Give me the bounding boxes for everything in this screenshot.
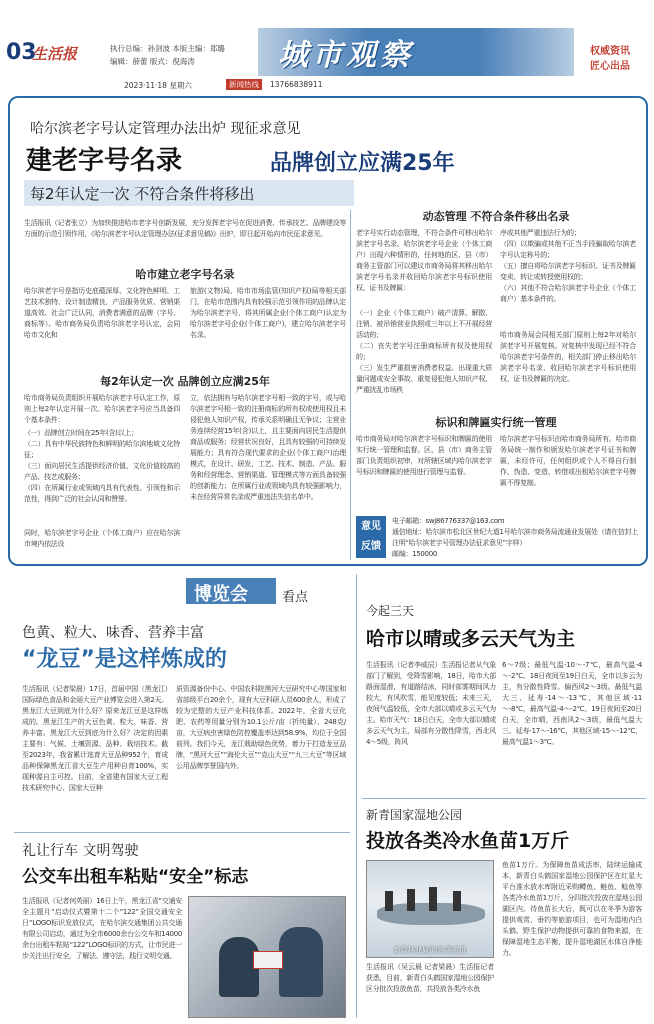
condition-item: （三）面向居民生活提供经济价值、文化价值较高的产品、技艺或服务； — [24, 462, 180, 481]
condition-item: （一）品牌创立时间在25年(含)以上； — [24, 429, 138, 437]
condition-item: （二）具有中华民族特色和鲜明的哈尔滨地域文化特征； — [24, 440, 180, 459]
feedback-email: 电子邮箱：swj86776337@163.com — [392, 517, 505, 525]
subhead-2: 每2年认定一次 品牌创立应满25年 — [100, 375, 270, 388]
expo-text-a: 生活报讯（记者梁晨）17日，首届中国（黑龙江）国际绿色食品和金丽大豆产业博览会进入第2天。黑龙江大豆到底为什么好？原来龙江豆是这样炼成的。黑龙江生产的大豆色黄、粒大、味香、营养丰富。黑龙江大豆到底为什么好？决定的因素主要有：气候、土壤资源、品种、栽培技术。截至2023年，我省累计选育大豆品种952个，育成品种保障黑龙江省大豆生产用种自育100%，实现种源自主可控。目前，全省建有国家大豆工程技术研究中心、国家大豆种 — [22, 685, 168, 792]
remove-item: （五）擅自将哈尔滨老字号标识、证书及牌匾变卖、转让或转授使用权的； — [500, 262, 636, 281]
weather-text-a: 生活报讯（记者李威辰）生活报记者从气象部门了解到，受降雪影响，18日，哈市大部路面湿滑，有道路结冰，同时部雾期间风力较大，有风吹雪，能见度较低；未来三天，夜间气温较低，全市大部以晴或多云天气为主。哈市天气：18日白天，全市大部以晴或多云天气为主，局部有分散性降雪，西北风4～5级，阵风 — [366, 661, 496, 746]
traffic-photo — [188, 896, 346, 1018]
expo-headline: “龙豆”是这样炼成的 — [22, 647, 227, 672]
feedback-zip: 邮编：150000 — [392, 550, 438, 558]
h-divider-right — [362, 798, 646, 799]
page-number: 03 — [6, 40, 37, 65]
subhead-4: 标识和牌匾实行统一管理 — [435, 416, 557, 429]
remove-item: （一）企业（个体工商户）破产清算、解散、注销、被吊销营业执照或三年以上不开展经营活动的； — [356, 309, 492, 339]
sub4-text-a: 哈市商务局对哈尔滨老字号标识和牌匾的使用实行统一管理和监督。区、县（市）商务主管部门负责组织初审，对所辖区域内哈尔滨老字号标识和牌匾的使用进行管理与监督。 — [356, 435, 492, 476]
feedback-tag-line-2: 反馈 — [361, 541, 381, 552]
h-divider — [14, 832, 350, 833]
editor-line-1: 执行总编：孙剑波 本版主编：郑璐 — [110, 44, 225, 53]
slogan-1: 权威资讯 — [590, 46, 630, 57]
main-story-deck: 每2年认定一次 不符合条件将移出 — [30, 185, 255, 203]
remove-list-a — [356, 308, 492, 396]
column-divider — [350, 210, 351, 560]
feedback-tag — [356, 516, 386, 558]
hotline-number: 13766838911 — [270, 80, 323, 89]
sub2-text-a: 哈市商务局负责组织开展哈尔滨老字号认定工作，原则上每2年认定开展一次。哈尔滨老字号应当具备四个基本条件： — [24, 394, 180, 424]
sub4-text-b: 哈尔滨老字号标识由哈市商务局所有。哈市商务局统一制作和颁发哈尔滨老字号证书和牌匾，未经许可，任何组织或个人不得自行制作、伪造、变造、转借或出租哈尔滨老字号牌匾不得复制。 — [500, 435, 636, 487]
condition-item: （四）在所属行业或领域内具有代表性、引领性和示范性，得到广泛的社会认同和赞誉。 — [24, 484, 180, 503]
subhead-3: 动态管理 不符合条件移出名录 — [422, 210, 570, 223]
expo-text-b: 质资源备份中心、中国农科院黑河大豆研究中心等国家和省部级平台20余个，现有大豆科研人员600余人，形成了较为完整的大豆产业科技体系。2022年，全省大豆化肥、农药等用量分别为10.1公斤/亩（折纯量）、248克/亩，大豆病虫害绿色防控覆盖率达到58.9%，均位于全国前列。我们今天，龙江栽助绿色优势，着力于打造龙豆品牌，“黑河大豆”“海伦大豆”“克山大豆”“九三大豆”等区域公用品牌享誉国内外。 — [176, 685, 346, 770]
section-title: 城市观察 — [278, 38, 414, 73]
sub1-text-b: 旅游(文物)局、哈市市场监管(知识产权)局等相关部门，在哈市范围内具有较强示范引领作用的品牌认定为哈尔滨老字号，将其所属企业(个体工商户)认定为哈尔滨老字号企业(个体工商户)，建立哈尔滨老字号名录。 — [190, 287, 346, 339]
fish-headline: 投放各类冷水鱼苗1万斤 — [366, 830, 570, 852]
expo-kicker: 色黄、粒大、味香、营养丰富 — [22, 625, 204, 641]
fish-text-a: 鱼苗1万斤。为保障鱼苗成活率，陆续运输成本，新青白头鹤国家湿地公园保护区在红星大平台准水放水库附近采购鳟鱼、鲢鱼、鲶鱼等各类冷水鱼苗1万斤，分四批次投放在湿地公园湖区内。待鱼苗长大后，既可以在冬季为游客提供观赏、垂钓等旅游项目，也可为湿地内白头鹤、野生保护动物提供可靠的食物来源，在保障湿地生态平衡，提升湿地湖区水体自净能力。 — [502, 861, 642, 957]
hotline-label: 新闻热线 — [226, 79, 262, 90]
fish-text-b: 生活报讯（吴云晨 记者梁晨）生活报记者获悉，目前，新青白头鹤国家湿地公园保护区分批次投放鱼苗，共投放各类冷水鱼 — [366, 963, 494, 993]
main-story-kicker: 哈尔滨老字号认定管理办法出炉 现征求意见 — [30, 121, 301, 137]
remove-list-b — [500, 228, 636, 305]
traffic-headline: 公交车出租车粘贴“安全”标志 — [22, 867, 249, 887]
main-story-lead: 生活报讯（记者张立）为加快推进哈市老字号创新发展，充分发挥老字号在促进消费、传承技艺、品牌建设等方面的示范引领作用，《哈尔滨老字号认定管理办法(征求意见稿)》出炉，即日起开始向市民征求意见。 — [24, 219, 346, 238]
weather-kicker: 今起三天 — [366, 604, 415, 618]
remove-item: （二）丧失老字号注册商标所有权及使用权的； — [356, 342, 492, 361]
masthead — [0, 0, 654, 92]
date: 2023·11·18 星期六 — [124, 81, 192, 90]
sub3-text-a: 老字号实行动态管理，不符合条件可移出哈尔滨老字号名录。哈尔滨老字号企业（个体工商户）出现六种情形的，任何地的区、县（市）商务主管部门可以建议市商务局将其移出哈尔滨老字号名录并收回哈尔滨老字号标识使用权、证书及牌匾： — [356, 229, 492, 292]
fish-photo — [366, 860, 494, 958]
expo-tag-main: 博览会 — [194, 584, 248, 605]
sub2-text-c: 同时，哈尔滨老字号企业（个体工商户）应在哈尔滨市境内依法设 — [24, 529, 180, 548]
v-divider — [356, 574, 357, 1018]
sub3-text-c: 哈市商务局会同相关部门原则上每2年对哈尔滨老字号开展复核。对复核中发现已经不符合哈尔滨老字号条件的，相关部门停止移出哈尔滨老字号名录、收回哈尔滨老字号标识使用权、证书及牌匾的决定。 — [500, 331, 636, 383]
feedback-address: 通信地址：哈尔滨市松北区世纪大道1号哈尔滨市商务局流通业发展处（请在信封上注明“哈尔滨老字号管理办法征求意见”字样） — [392, 528, 638, 547]
remove-item: （四）以欺骗或其他不正当手段骗取哈尔滨老字号认定称号的； — [500, 240, 636, 259]
conditions-list — [24, 428, 180, 505]
main-story-headline-a: 建老字号名录 — [26, 146, 183, 176]
subhead-1: 哈市建立老字号名录 — [135, 268, 235, 281]
sub2-text-d: 立，依法拥有与哈尔滨老字号相一致的字号，或与哈尔滨老字号相一致的注册商标的所有权或使用权且未侵犯他人知识产权，传承关系明确且无争议；主营业务连续经营15年(含)以上，且主要面向居民生活提供商品或服务；经营状况良好，且具有较强的可持续发展能力；具有符合现代要求的企业(个体工商户)治理模式，在设计、研发、工艺、技术、制造、产品、服务和经营理念、营销渠道、管理模式等方面具备较强的创新能力；在所属行业或领域内具有较强影响力，未在经营异常名录或严重违法失信名单中。 — [190, 394, 346, 501]
feedback-tag-line-1: 意见 — [361, 521, 381, 532]
remove-item: （三）发生严重损害消费者权益、出现重大质量问题或安全事故、重复侵犯他人知识产权、严重扰乱市场秩 — [356, 364, 492, 394]
remove-item: （六）其他不符合哈尔滨老字号企业（个体工商户）基本条件的。 — [500, 284, 636, 303]
main-story-headline-b: 品牌创立应满25年 — [270, 151, 455, 176]
expo-tag-sub: 看点 — [282, 590, 309, 605]
sub1-text-a: 哈尔滨老字号是指历史底蕴深厚、文化特色鲜明、工艺技术独特、设计制造精良，产品服务优质、营销渠道高效、社会广泛认同，消费者满意的品牌（字号、商标等）。哈市商务局负责哈尔滨老字号认定，会同哈市文化和 — [24, 287, 180, 339]
traffic-kicker: 礼让行车 文明驾驶 — [22, 843, 139, 859]
paper-name: 生活报 — [32, 45, 78, 63]
weather-headline: 哈市以晴或多云天气为主 — [366, 628, 576, 650]
editor-line-2: 编辑：薛蕾 版式：倪海涛 — [110, 57, 195, 66]
fish-kicker: 新青国家湿地公园 — [366, 808, 463, 822]
weather-text-b: 6～7级；最低气温-10～-7℃，最高气温-4～-2℃。18日夜间至19日白天，全市以多云为主，有分散性降雪。偏西风2～3级。最低气温大三、延寿-14～-13℃，其他区域-11～-8℃，最高气温-4～-2℃。19日夜间至20日白天，全市晴，西南风2～3级，最低气温大三、延寿-17～-16℃，其他区域-15～-12℃，最高气温1～3℃。 — [502, 661, 642, 746]
slogan-2: 匠心出品 — [590, 61, 630, 72]
traffic-text: 生活报讯（记者何英丽）16日上午，黑龙江省“交通安全主题月”启动仪式暨第十二个“122”全国交通安全日“LOGO标识发放仪式，在哈尔滨交通集团公共交通有限公司启动，通过为全市6000余台公交车和14000余台出租车粘贴“122”LOGO标识的方式，让市民进一步关注出行安全，了解法、遵守法，践行文明交通。 — [22, 897, 182, 960]
fish-photo-caption: 新青林业局供图 陈宏摄 — [393, 946, 467, 954]
remove-item: 序或其他严重违法行为的； — [500, 229, 581, 237]
